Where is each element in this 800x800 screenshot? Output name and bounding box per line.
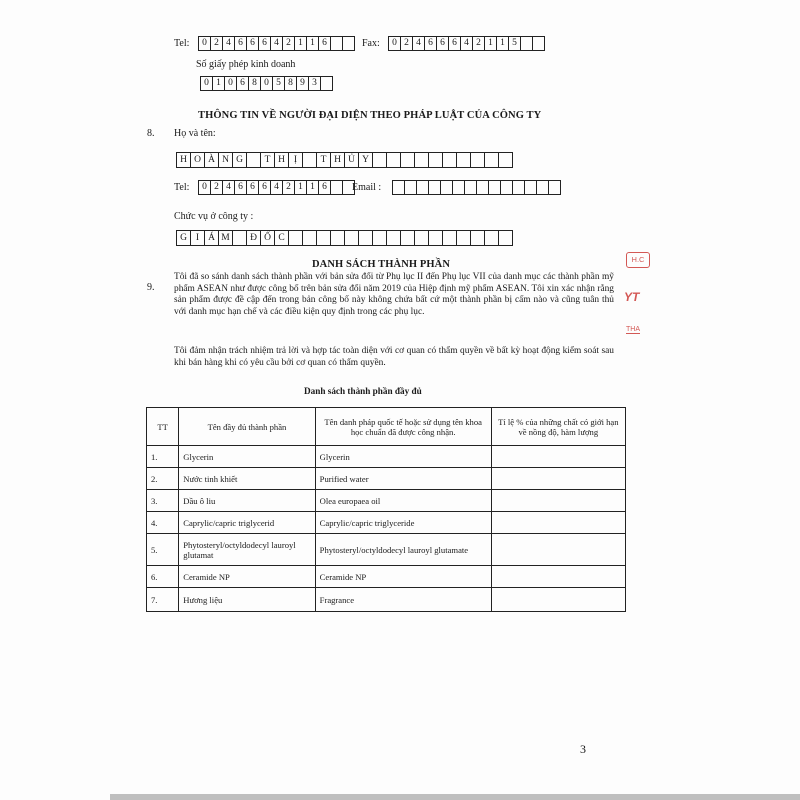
char-box: 1 [294,180,307,195]
char-box [498,152,513,168]
char-box [484,152,499,168]
char-box: 1 [484,36,497,51]
char-box: 2 [282,36,295,51]
cell-ratio [491,446,625,468]
char-box: I [190,230,205,246]
char-box: 6 [258,180,271,195]
ingredients-table [146,407,626,612]
char-box: 6 [318,180,331,195]
cell-ratio [491,468,625,490]
char-box [484,230,499,246]
email-label: Email : [352,182,382,193]
position-label: Chức vụ ở công ty : [174,211,254,222]
char-box: C [274,230,289,246]
scan-edge-shadow [110,794,800,800]
char-box [442,230,457,246]
char-box: 6 [448,36,461,51]
cell-inci-name: Glycerin [315,446,491,468]
cell-inci-name: Fragrance [315,588,491,612]
full-name-label: Họ và tên: [174,128,216,139]
char-box: G [176,230,191,246]
cell-tt: 6. [147,566,179,588]
char-box [316,230,331,246]
stamp-fragment-top: H.C [626,252,650,268]
ingredients-table-body [147,446,626,612]
representative-heading: THÔNG TIN VỀ NGƯỜI ĐẠI DIỆN THEO PHÁP LUẬT CỦA CÔNG TY [198,110,542,121]
char-box [470,152,485,168]
rep-tel-label: Tel: [174,182,190,193]
char-box: 0 [198,180,211,195]
char-box: 6 [424,36,437,51]
column-header-inci-name: Tên danh pháp quốc tế hoặc sử dụng tên khoa học chuẩn đã được công nhận. [315,408,491,446]
char-box [456,230,471,246]
char-box: 5 [508,36,521,51]
char-box: Ị [288,152,303,168]
item-8-number: 8. [147,128,155,139]
cell-inci-name: Ceramide NP [315,566,491,588]
item-9-number: 9. [147,282,155,293]
char-box: 1 [496,36,509,51]
table-row [147,446,626,468]
ingredients-heading: DANH SÁCH THÀNH PHẦN [312,259,451,270]
cell-tt: 7. [147,588,179,612]
fax-label: Fax: [362,38,380,49]
char-box: Á [204,230,219,246]
char-box: 8 [284,76,297,91]
char-box: T [260,152,275,168]
char-box: G [232,152,247,168]
cell-full-name: Caprylic/capric triglycerid [179,512,315,534]
responsibility-paragraph: Tôi đảm nhận trách nhiệm trả lời và hợp tác toàn diện với cơ quan có thẩm quyền về bất kỳ hoạt động kiểm soát sau khi bán hàng khi có yêu cầu bởi cơ quan có thẩm quyền. [174,346,614,368]
char-box: 6 [258,36,271,51]
char-box: 6 [246,180,259,195]
char-box: 5 [272,76,285,91]
char-box: 0 [260,76,273,91]
fax-number-boxes [388,36,544,51]
rep-tel-boxes [198,180,354,195]
char-box: 6 [234,36,247,51]
char-box: T [316,152,331,168]
char-box: 4 [270,180,283,195]
table-row [147,512,626,534]
char-box [532,36,545,51]
char-box: 0 [198,36,211,51]
cell-ratio [491,512,625,534]
char-box: 1 [306,180,319,195]
char-box: 1 [294,36,307,51]
char-box [232,230,247,246]
char-box [358,230,373,246]
char-box: 0 [200,76,213,91]
table-row [147,490,626,512]
cell-ratio [491,490,625,512]
char-box: 2 [472,36,485,51]
char-box: 6 [436,36,449,51]
char-box: 9 [296,76,309,91]
char-box: 6 [234,180,247,195]
cell-full-name: Hương liệu [179,588,315,612]
column-header-tt: TT [147,408,179,446]
char-box [302,152,317,168]
declaration-paragraph: Tôi đã so sánh danh sách thành phần với bản sửa đổi từ Phụ lục II đến Phụ lục VII của danh mục các thành phần mỹ phẩm ASEAN như được công bố trên bản sửa đổi năm 2019 của Hiệp định mỹ phẩm ASEAN. Tôi xin xác nhận rằng sản phẩm được đề cập đến trong bản công bố này không chứa bất cứ một thành phần bị cấm nào và cũng tuân thủ với danh mục hạn chế và các điều kiện quy định trong các phụ lục. [174,272,614,317]
cell-ratio [491,566,625,588]
char-box [302,230,317,246]
cell-full-name: Nước tinh khiết [179,468,315,490]
char-box: H [176,152,191,168]
char-box: Ủ [344,152,359,168]
position-boxes [176,230,512,246]
char-box: 6 [318,36,331,51]
cell-tt: 1. [147,446,179,468]
char-box: 2 [400,36,413,51]
char-box: 1 [306,36,319,51]
char-box: À [204,152,219,168]
cell-tt: 3. [147,490,179,512]
char-box [386,230,401,246]
cell-full-name: Dầu ô liu [179,490,315,512]
char-box: Đ [246,230,261,246]
cell-tt: 2. [147,468,179,490]
cell-inci-name: Caprylic/capric triglyceride [315,512,491,534]
char-box [414,230,429,246]
char-box [342,36,355,51]
char-box: 4 [222,180,235,195]
column-header-full-name: Tên đầy đủ thành phần [179,408,315,446]
char-box: 6 [246,36,259,51]
char-box [442,152,457,168]
char-box: 2 [210,36,223,51]
char-box [414,152,429,168]
full-name-boxes [176,152,512,168]
char-box: 4 [222,36,235,51]
business-license-label: Số giấy phép kinh doanh [196,59,296,70]
char-box [498,230,513,246]
char-box: H [274,152,289,168]
cell-ratio [491,534,625,566]
char-box: 4 [460,36,473,51]
char-box: O [190,152,205,168]
char-box: 6 [236,76,249,91]
business-license-boxes [200,76,332,91]
char-box: 2 [210,180,223,195]
char-box: 4 [270,36,283,51]
cell-full-name: Ceramide NP [179,566,315,588]
char-box: Ố [260,230,275,246]
column-header-ratio: Tỉ lệ % của những chất có giới hạn về nồng độ, hàm lượng [491,408,625,446]
char-box [428,152,443,168]
char-box [344,230,359,246]
cell-inci-name: Purified water [315,468,491,490]
char-box: N [218,152,233,168]
cell-inci-name: Phytosteryl/octyldodecyl lauroyl glutamate [315,534,491,566]
page-number: 3 [580,742,586,756]
tel-label: Tel: [174,38,190,49]
char-box [372,230,387,246]
char-box [372,152,387,168]
char-box [386,152,401,168]
char-box [400,152,415,168]
char-box [400,230,415,246]
cell-tt: 4. [147,512,179,534]
table-row [147,534,626,566]
char-box [470,230,485,246]
table-header-row [147,408,626,446]
table-row [147,588,626,612]
char-box [288,230,303,246]
char-box: 1 [212,76,225,91]
char-box [320,76,333,91]
cell-full-name: Glycerin [179,446,315,468]
char-box: M [218,230,233,246]
char-box [428,230,443,246]
char-box: 2 [282,180,295,195]
char-box: 4 [412,36,425,51]
char-box [456,152,471,168]
char-box [330,230,345,246]
char-box [548,180,561,195]
stamp-fragment-bottom: THA [626,326,640,333]
email-boxes [392,180,560,195]
char-box: H [330,152,345,168]
char-box: 0 [224,76,237,91]
cell-full-name: Phytosteryl/octyldodecyl lauroyl glutamat [179,534,315,566]
stamp-fragment-middle: YT [624,290,640,304]
cell-tt: 5. [147,534,179,566]
cell-inci-name: Olea europaea oil [315,490,491,512]
char-box: 8 [248,76,261,91]
cell-ratio [491,588,625,612]
table-row [147,468,626,490]
char-box: 3 [308,76,321,91]
table-title: Danh sách thành phần đầy đủ [304,386,422,396]
table-row [147,566,626,588]
tel-number-boxes [198,36,354,51]
char-box: Y [358,152,373,168]
char-box [246,152,261,168]
char-box: 0 [388,36,401,51]
